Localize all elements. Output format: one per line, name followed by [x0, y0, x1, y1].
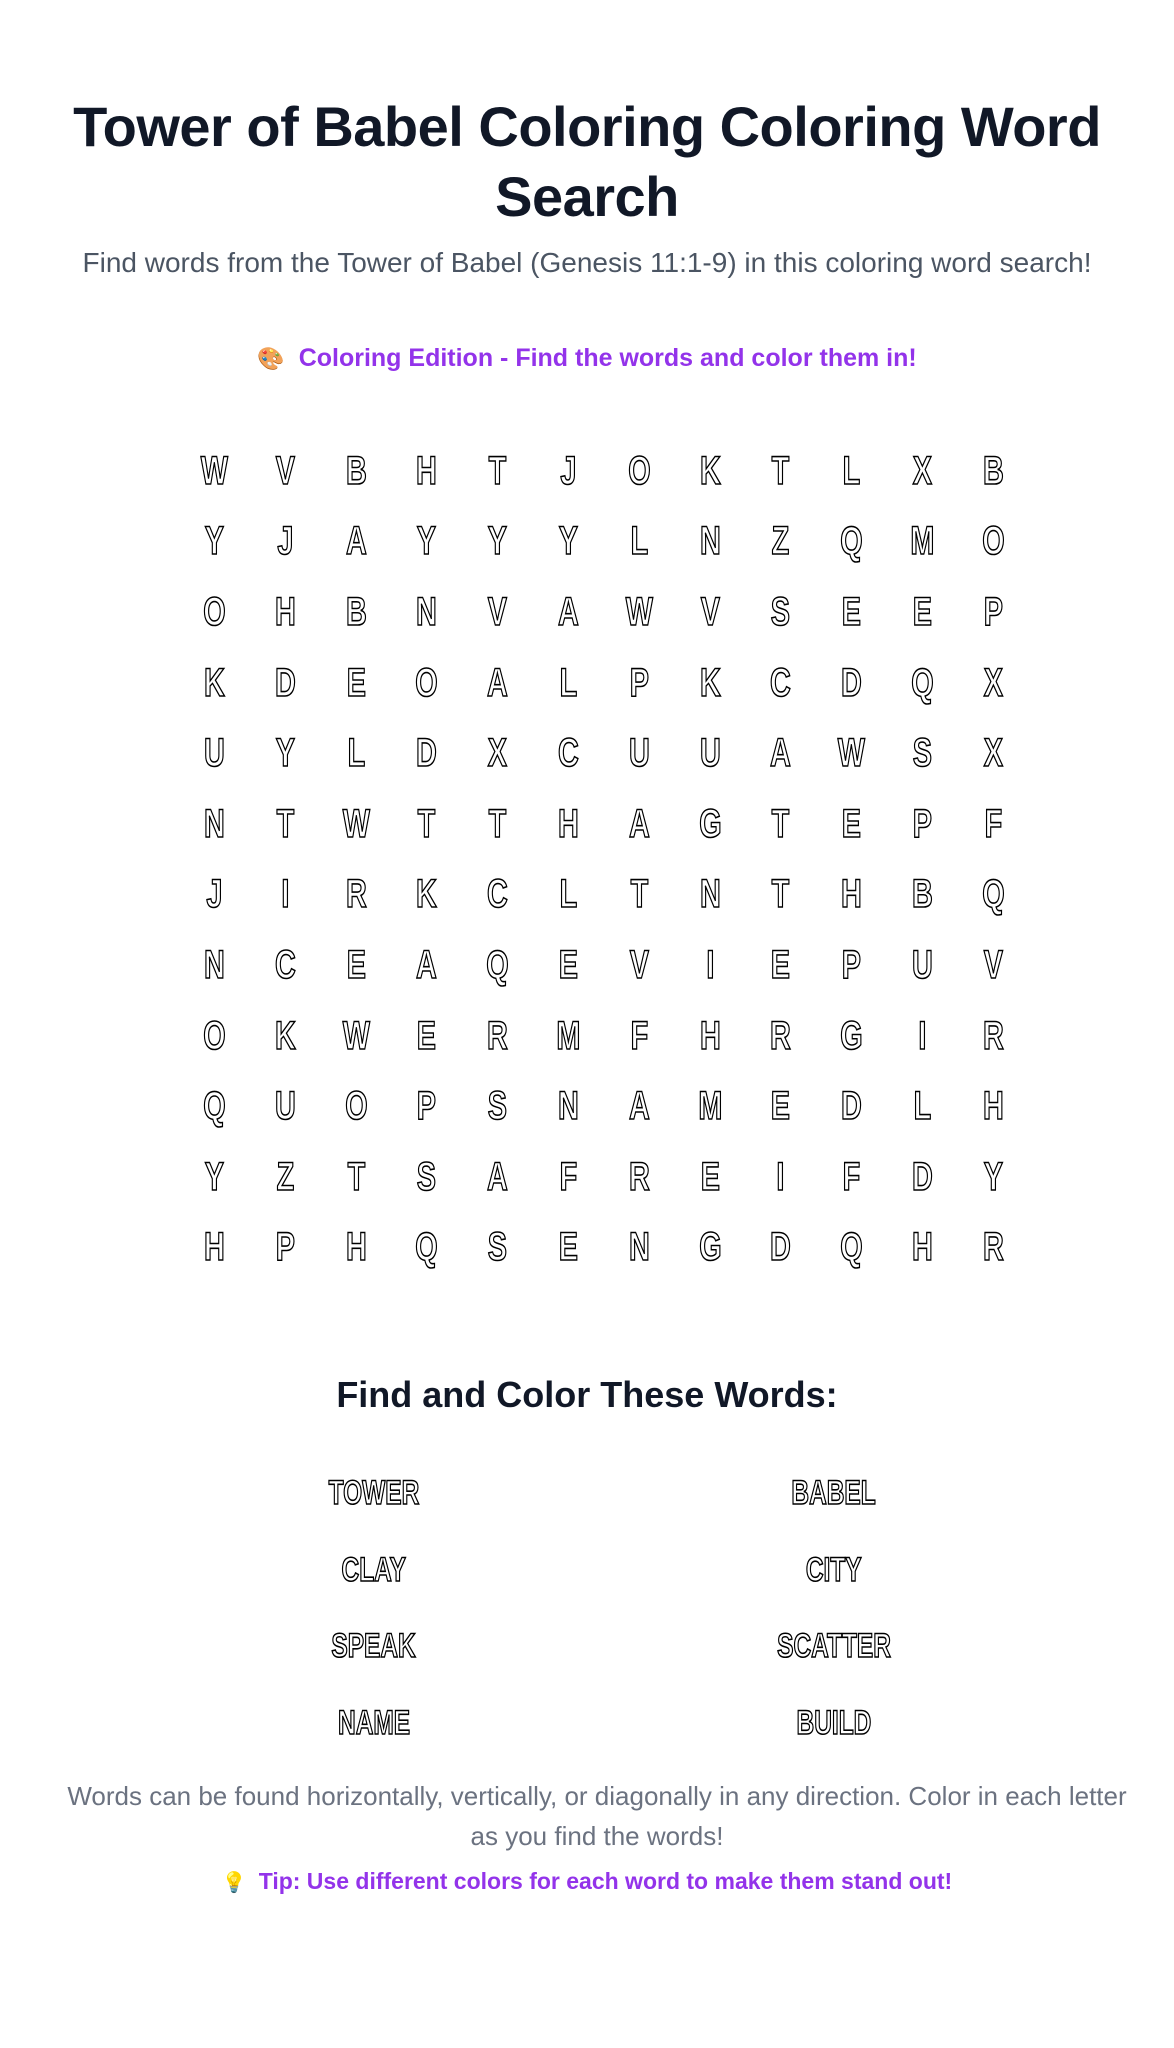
grid-letter[interactable]: A	[416, 942, 438, 987]
palette-icon: 🎨	[257, 346, 285, 371]
grid-letter[interactable]: E	[771, 942, 791, 987]
word-text: BABEL	[791, 1473, 877, 1512]
grid-letter[interactable]: V	[487, 589, 508, 634]
grid-letter[interactable]: E	[912, 589, 932, 634]
grid-letter[interactable]: R	[487, 1013, 508, 1058]
grid-letter[interactable]: Z	[771, 519, 790, 564]
grid-letter[interactable]: Y	[275, 731, 295, 776]
word-list-item	[694, 1685, 974, 1762]
grid-row	[179, 648, 1029, 719]
grid-row	[179, 1071, 1029, 1142]
grid-letter[interactable]: P	[841, 942, 862, 987]
grid-letter[interactable]: L	[842, 448, 861, 493]
word-list-item	[694, 1455, 974, 1532]
grid-letter[interactable]: H	[699, 1013, 721, 1058]
word-text: BUILD	[796, 1704, 872, 1743]
grid-letter[interactable]: Y	[417, 519, 437, 564]
grid-letter[interactable]: C	[487, 872, 508, 917]
grid-letter[interactable]: O	[415, 660, 438, 705]
grid-letter[interactable]: P	[629, 660, 649, 705]
grid-letter[interactable]: G	[698, 1225, 722, 1270]
grid-letter[interactable]: L	[630, 519, 648, 564]
grid-letter[interactable]: C	[770, 660, 792, 705]
grid-letter[interactable]: I	[918, 1013, 927, 1058]
grid-letter[interactable]: V	[700, 589, 720, 634]
grid-letter[interactable]: I	[281, 872, 290, 917]
grid-letter[interactable]: X	[912, 448, 932, 493]
grid-letter[interactable]: R	[770, 1013, 792, 1058]
grid-letter[interactable]: W	[342, 801, 370, 846]
word-list-item	[694, 1609, 974, 1686]
grid-letter[interactable]: E	[841, 589, 862, 634]
grid-letter[interactable]: N	[557, 1084, 579, 1129]
grid-letter[interactable]: Y	[204, 1154, 225, 1199]
grid-letter[interactable]: N	[416, 589, 438, 634]
grid-letter[interactable]: Q	[415, 1225, 438, 1270]
grid-letter[interactable]: S	[487, 1084, 508, 1129]
grid-letter[interactable]: O	[981, 519, 1005, 564]
word-list-item	[234, 1609, 514, 1686]
grid-letter[interactable]: F	[559, 1154, 578, 1199]
grid-letter[interactable]: T	[771, 448, 790, 493]
word-text: NAME	[337, 1704, 411, 1743]
grid-letter[interactable]: H	[274, 589, 296, 634]
grid-letter[interactable]: S	[912, 731, 932, 776]
word-list-item	[694, 1532, 974, 1609]
grid-letter[interactable]: Q	[486, 942, 509, 987]
grid-row	[179, 436, 1029, 507]
tip-banner	[0, 1868, 1174, 1895]
grid-row	[179, 860, 1029, 931]
grid-letter[interactable]: A	[345, 519, 367, 564]
grid-letter[interactable]: Z	[276, 1154, 294, 1199]
grid-letter[interactable]: B	[982, 448, 1004, 493]
grid-letter[interactable]: H	[982, 1084, 1004, 1129]
grid-letter[interactable]: D	[911, 1154, 933, 1199]
grid-letter[interactable]: Y	[983, 1154, 1003, 1199]
grid-letter[interactable]: H	[841, 872, 862, 917]
grid-letter[interactable]: D	[274, 660, 296, 705]
grid-letter[interactable]: V	[629, 942, 649, 987]
word-text: CITY	[806, 1550, 862, 1589]
grid-letter[interactable]: E	[700, 1154, 720, 1199]
grid-letter[interactable]: A	[487, 1154, 508, 1199]
grid-letter[interactable]: B	[911, 872, 933, 917]
word-text: TOWER	[328, 1473, 420, 1512]
grid-letter[interactable]: H	[911, 1225, 933, 1270]
grid-letter[interactable]: O	[627, 448, 651, 493]
grid-row	[179, 1001, 1029, 1072]
grid-letter[interactable]: C	[274, 942, 296, 987]
grid-letter[interactable]: E	[558, 942, 578, 987]
grid-letter[interactable]: I	[705, 942, 714, 987]
grid-letter[interactable]: S	[417, 1154, 437, 1199]
grid-letter[interactable]: T	[347, 1154, 365, 1199]
grid-letter[interactable]: B	[345, 448, 367, 493]
grid-letter[interactable]: H	[345, 1225, 367, 1270]
word-text: CLAY	[341, 1550, 407, 1589]
grid-letter[interactable]: J	[277, 519, 294, 564]
grid-letter[interactable]: R	[345, 872, 367, 917]
word-list	[234, 1455, 1074, 1762]
grid-row	[179, 1142, 1029, 1213]
lightbulb-icon: 💡	[221, 1872, 247, 1894]
grid-letter[interactable]: U	[628, 731, 650, 776]
grid-letter[interactable]: D	[841, 660, 862, 705]
grid-letter[interactable]: Q	[911, 660, 934, 705]
grid-letter[interactable]: K	[203, 660, 225, 705]
grid-letter[interactable]: X	[487, 731, 508, 776]
grid-letter[interactable]: F	[630, 1013, 648, 1058]
grid-letter[interactable]: G	[840, 1013, 863, 1058]
word-list-item	[234, 1532, 514, 1609]
grid-letter[interactable]: N	[203, 801, 225, 846]
grid-letter[interactable]: O	[203, 589, 226, 634]
grid-letter[interactable]: K	[699, 448, 721, 493]
tip-text: Tip: Use different colors for each word to make them stand out!	[258, 1868, 953, 1894]
grid-letter[interactable]: A	[487, 660, 508, 705]
grid-letter[interactable]: E	[417, 1013, 437, 1058]
grid-letter[interactable]: T	[771, 801, 790, 846]
grid-letter[interactable]: Q	[840, 1225, 863, 1270]
grid-letter[interactable]: R	[628, 1154, 650, 1199]
grid-row	[179, 718, 1029, 789]
grid-letter[interactable]: J	[206, 872, 223, 917]
grid-letter[interactable]: E	[558, 1225, 578, 1270]
grid-letter[interactable]: U	[274, 1084, 296, 1129]
grid-letter[interactable]: U	[203, 731, 225, 776]
grid-letter[interactable]: N	[203, 942, 225, 987]
grid-letter[interactable]: T	[488, 448, 507, 493]
grid-row	[179, 577, 1029, 648]
grid-letter[interactable]: U	[699, 731, 721, 776]
grid-letter[interactable]: F	[984, 801, 1002, 846]
grid-letter[interactable]: M	[697, 1084, 722, 1129]
instructions-text: Words can be found horizontally, vertically, or diagonally in any direction. Color in each letter as you find the words!	[67, 1781, 1127, 1851]
coloring-edition-banner	[0, 344, 1174, 373]
grid-letter[interactable]: P	[417, 1084, 437, 1129]
grid-letter[interactable]: U	[911, 942, 933, 987]
word-list-item	[234, 1455, 514, 1532]
grid-letter[interactable]: T	[276, 801, 294, 846]
grid-letter[interactable]: K	[416, 872, 438, 917]
grid-letter[interactable]: W	[625, 589, 653, 634]
grid-letter[interactable]: A	[628, 801, 650, 846]
grid-letter[interactable]: C	[557, 731, 579, 776]
grid-row	[179, 789, 1029, 860]
grid-row	[179, 1213, 1029, 1284]
grid-letter[interactable]: E	[346, 942, 366, 987]
grid-letter[interactable]: X	[983, 660, 1003, 705]
grid-letter[interactable]: L	[347, 731, 365, 776]
grid-letter[interactable]: T	[771, 872, 790, 917]
grid-letter[interactable]: R	[982, 1225, 1004, 1270]
grid-letter[interactable]: P	[983, 589, 1003, 634]
grid-letter[interactable]: A	[628, 1084, 650, 1129]
grid-letter[interactable]: M	[910, 519, 935, 564]
word-text: SCATTER	[777, 1627, 891, 1666]
grid-letter[interactable]: N	[628, 1225, 650, 1270]
grid-letter[interactable]: N	[699, 872, 721, 917]
grid-letter[interactable]: S	[771, 589, 791, 634]
grid-letter[interactable]: Y	[558, 519, 578, 564]
grid-letter[interactable]: Q	[840, 519, 863, 564]
grid-letter[interactable]: S	[487, 1225, 508, 1270]
grid-letter[interactable]: D	[770, 1225, 792, 1270]
word-search-grid	[179, 436, 1029, 1283]
grid-letter[interactable]: L	[559, 872, 578, 917]
grid-letter[interactable]: D	[416, 731, 438, 776]
grid-letter[interactable]: P	[912, 801, 932, 846]
grid-letter[interactable]: P	[275, 1225, 295, 1270]
grid-letter[interactable]: R	[982, 1013, 1004, 1058]
grid-letter[interactable]: V	[983, 942, 1003, 987]
grid-row	[179, 930, 1029, 1001]
grid-letter[interactable]: Y	[487, 519, 508, 564]
edition-text: Coloring Edition - Find the words and color them in!	[298, 344, 917, 372]
page-subtitle: Find words from the Tower of Babel (Genesis 11:1-9) in this coloring word search!	[82, 247, 1092, 278]
grid-letter[interactable]: T	[417, 801, 436, 846]
word-list-heading: Find and Color These Words:	[336, 1374, 838, 1415]
grid-letter[interactable]: D	[841, 1084, 862, 1129]
grid-letter[interactable]: A	[770, 731, 792, 776]
grid-letter[interactable]: I	[776, 1154, 785, 1199]
grid-letter[interactable]: T	[488, 801, 507, 846]
grid-letter[interactable]: E	[841, 801, 862, 846]
grid-letter[interactable]: V	[275, 448, 295, 493]
grid-letter[interactable]: K	[274, 1013, 296, 1058]
page-title: Tower of Babel Coloring Coloring Word Search	[73, 95, 1101, 228]
grid-letter[interactable]: A	[557, 589, 579, 634]
grid-letter[interactable]: O	[344, 1084, 368, 1129]
grid-letter[interactable]: L	[913, 1084, 932, 1129]
grid-letter[interactable]: W	[200, 448, 228, 493]
grid-letter[interactable]: X	[983, 731, 1003, 776]
grid-letter[interactable]: B	[345, 589, 367, 634]
grid-letter[interactable]: Q	[203, 1084, 226, 1129]
grid-letter[interactable]: H	[203, 1225, 225, 1270]
grid-letter[interactable]: L	[559, 660, 578, 705]
grid-letter[interactable]: W	[837, 731, 866, 776]
grid-letter[interactable]: K	[699, 660, 721, 705]
grid-letter[interactable]: F	[842, 1154, 861, 1199]
grid-row	[179, 507, 1029, 578]
grid-letter[interactable]: M	[556, 1013, 581, 1058]
grid-letter[interactable]: E	[771, 1084, 791, 1129]
grid-letter[interactable]: Y	[204, 519, 225, 564]
grid-letter[interactable]: H	[557, 801, 579, 846]
word-text: SPEAK	[331, 1627, 417, 1666]
grid-letter[interactable]: G	[698, 801, 722, 846]
grid-letter[interactable]: J	[560, 448, 577, 493]
grid-letter[interactable]: Q	[981, 872, 1005, 917]
word-list-item	[234, 1685, 514, 1762]
grid-letter[interactable]: H	[416, 448, 438, 493]
grid-letter[interactable]: T	[630, 872, 648, 917]
grid-letter[interactable]: O	[203, 1013, 226, 1058]
grid-letter[interactable]: E	[346, 660, 366, 705]
grid-letter[interactable]: N	[699, 519, 721, 564]
grid-letter[interactable]: W	[342, 1013, 370, 1058]
